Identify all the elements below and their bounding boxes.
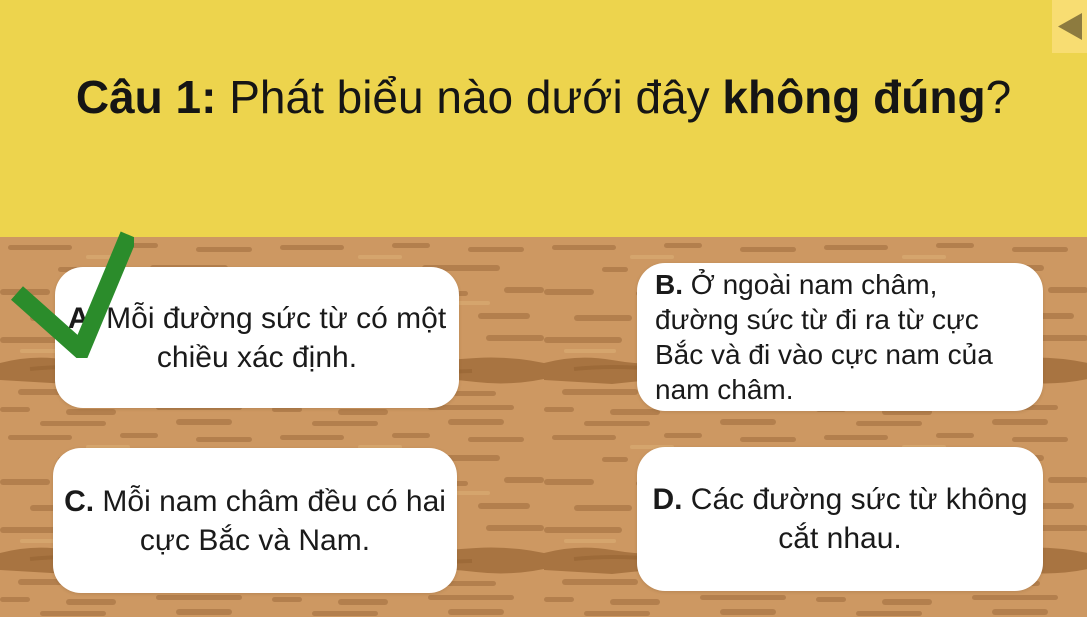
answer-a-text: A. Mỗi đường sức từ có một chiều xác định. xyxy=(67,301,447,374)
answer-b-label: B. xyxy=(655,269,683,300)
wood-background xyxy=(0,237,1087,617)
answer-d-text: D. Các đường sức từ không cắt nhau. xyxy=(652,483,1028,555)
prev-slide-button[interactable] xyxy=(1052,0,1087,53)
answer-option-b[interactable] xyxy=(637,263,1043,411)
answer-d-label: D. xyxy=(652,483,683,516)
answer-option-c[interactable] xyxy=(53,448,457,593)
question-banner xyxy=(0,0,1087,237)
question-number: Câu 1: xyxy=(75,71,217,123)
answer-c-text: C. Mỗi nam châm đều có hai cực Bắc và Nam. xyxy=(64,484,446,557)
answer-option-a[interactable] xyxy=(55,267,459,408)
left-arrow-icon xyxy=(1058,13,1082,40)
question-text: Phát biểu nào dưới đây xyxy=(216,71,723,123)
question-mark: ? xyxy=(985,71,1012,123)
answer-c-label: C. xyxy=(64,484,95,518)
answer-a-label: A. xyxy=(67,301,98,335)
answer-option-d[interactable] xyxy=(637,447,1043,591)
question-title xyxy=(0,0,1087,124)
answer-b-text: B. Ở ngoài nam châm, đường sức từ đi ra từ cực Bắc và đi vào cực nam của nam châm. xyxy=(655,269,993,405)
question-emphasis: không đúng xyxy=(722,71,986,123)
